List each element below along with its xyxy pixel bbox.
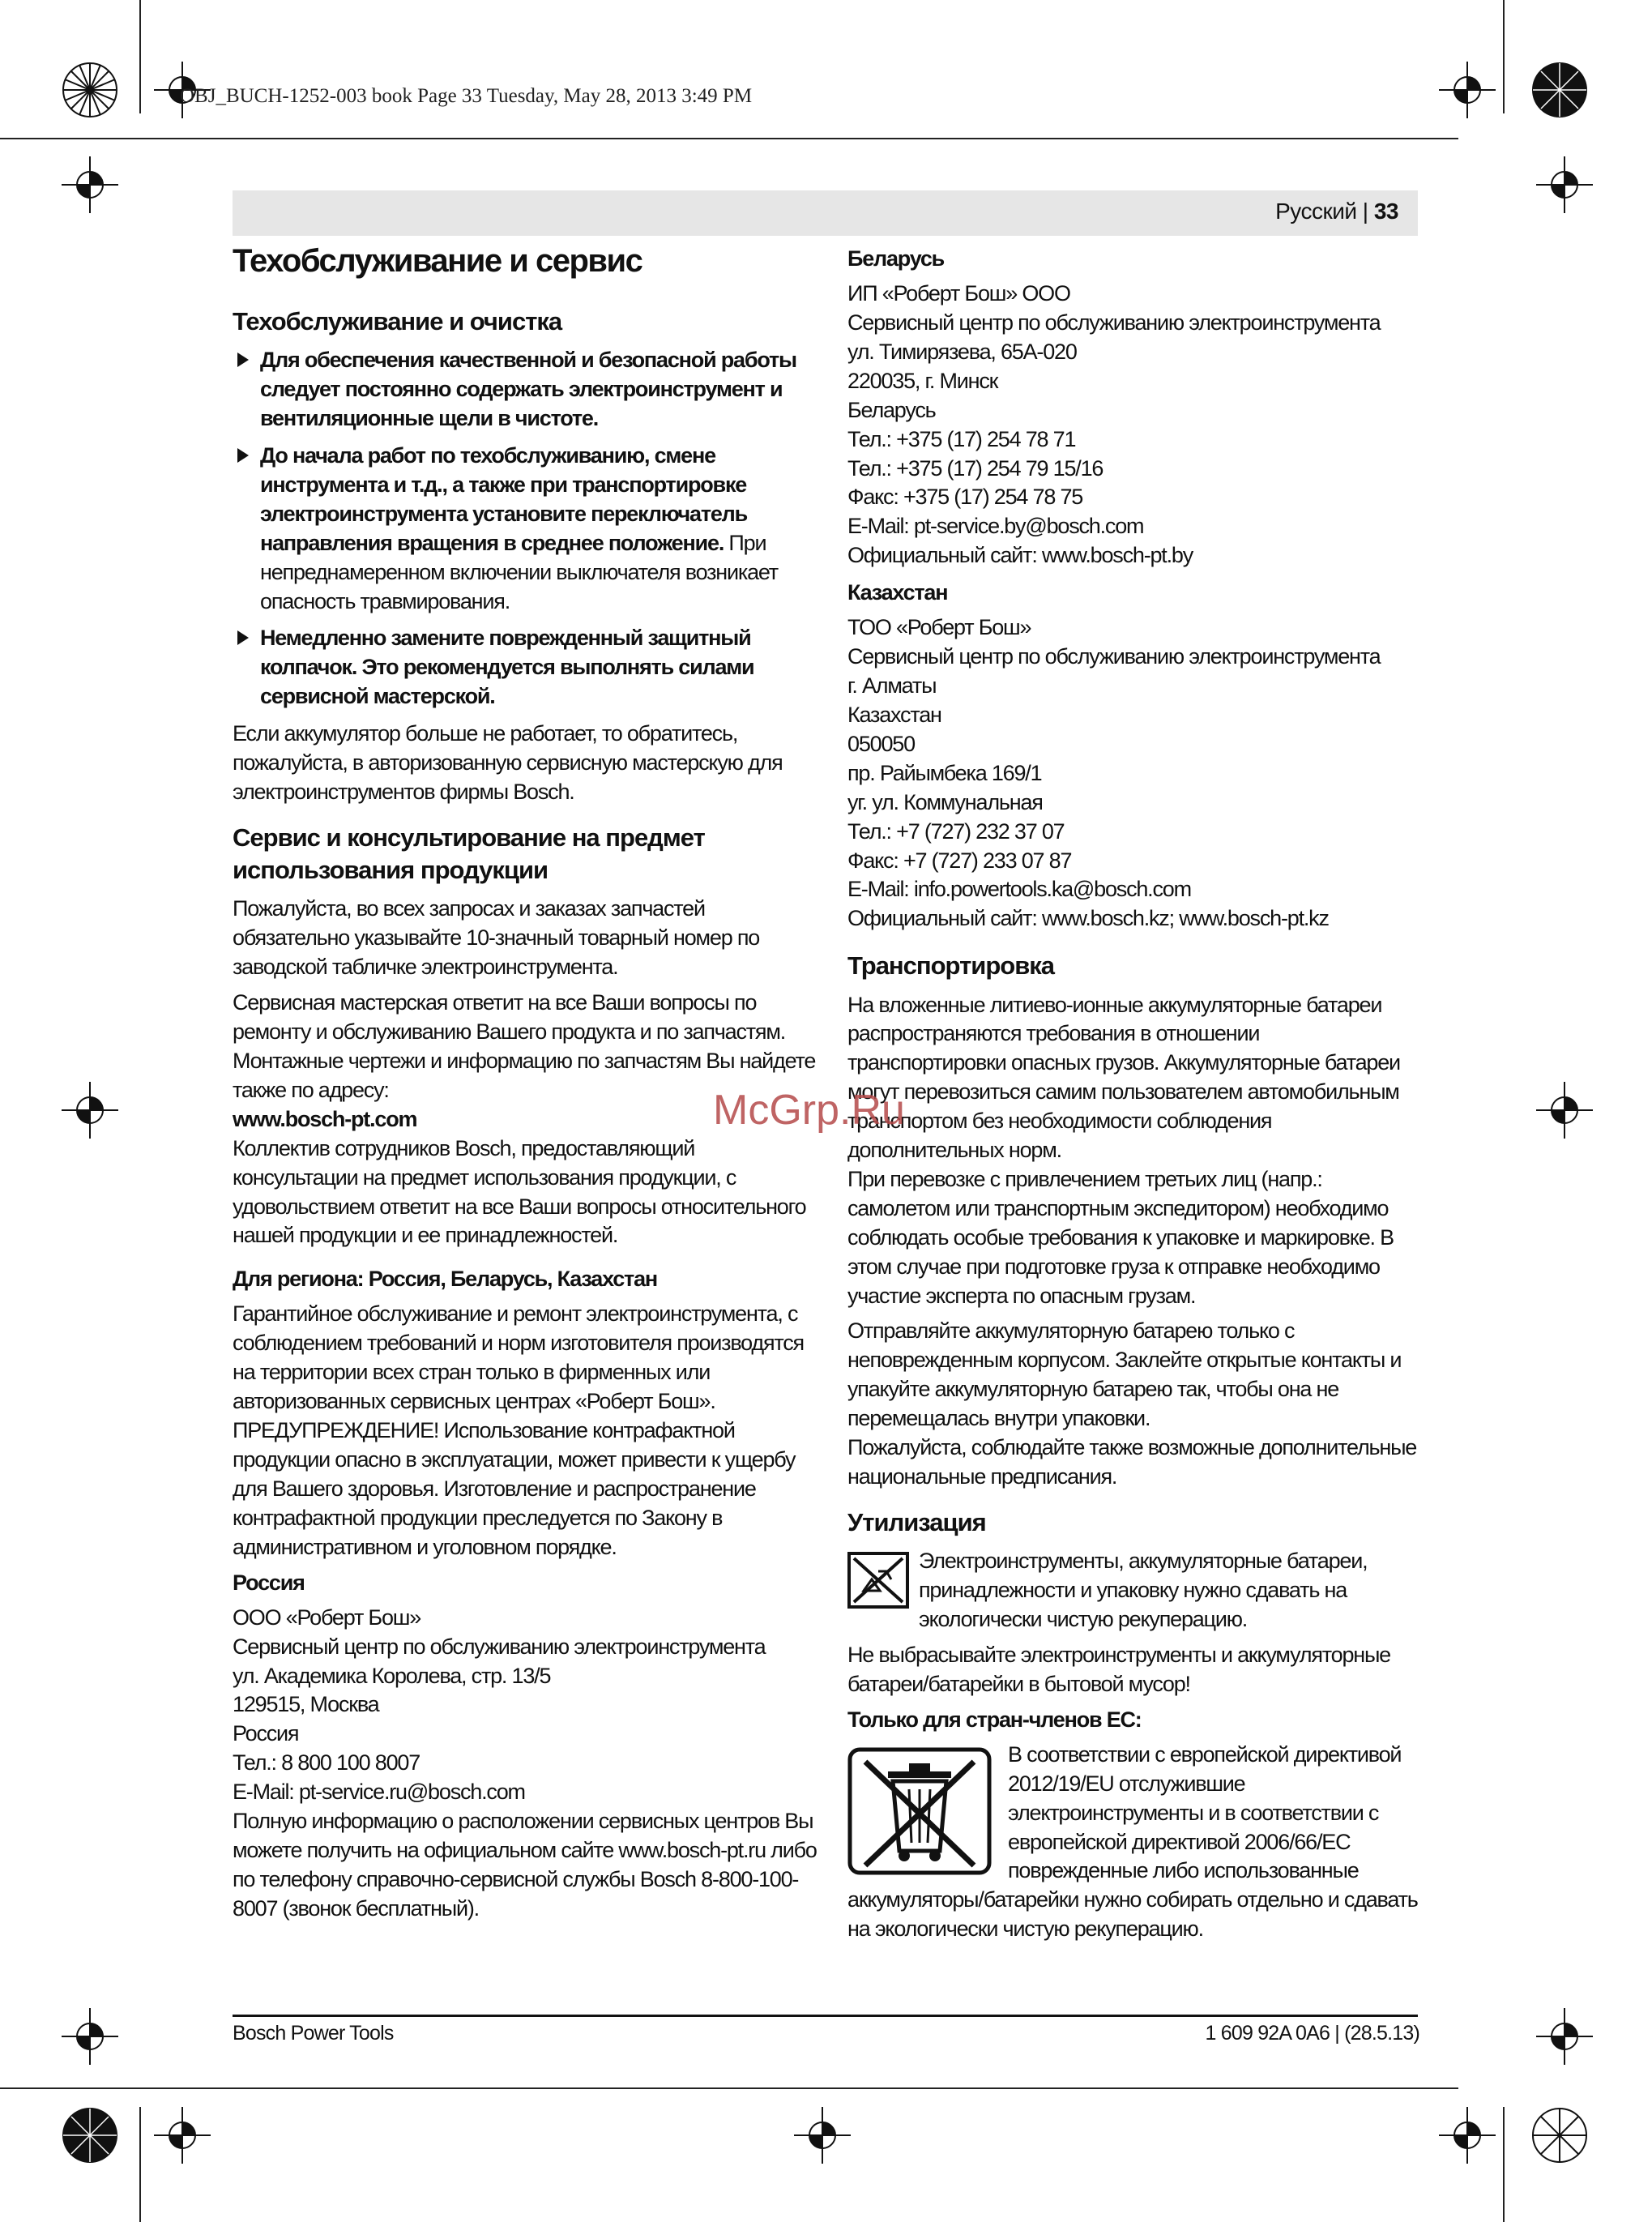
address-line: Факс: +375 (17) 254 78 75 <box>847 485 1083 510</box>
trim-line-right-top <box>1503 0 1505 113</box>
crossed-bin-icon <box>847 1747 992 1875</box>
address-line: ТОО «Роберт Бош» <box>847 615 1031 640</box>
warning-paragraph: ПРЕДУПРЕЖДЕНИЕ! Использование контрафактной продукции опасно в эксплуатации, может привести к ущербу для Вашего здоровья. Изготовление и распространение контрафактной продукции преследуется по Закону в административном и уголовном порядке. <box>233 1418 796 1559</box>
bullet-text-bold: До начала работ по техобслуживанию, смене инструмента и т.д., а также при транспортировке электроинструмента установите переключатель направления вращения в среднее положение. <box>260 443 748 555</box>
address-line: уг. ул. Коммунальная <box>847 789 1043 814</box>
address-line: E-Mail: info.powertools.ka@bosch.com <box>847 877 1191 902</box>
eu-heading: Только для стран-членов ЕС: <box>847 1707 1142 1732</box>
paragraph: Пожалуйста, во всех запросах и заказах запчастей обязательно указывайте 10-значный товарный номер по заводской табличке электроинструмента. <box>233 896 760 980</box>
eu-disposal-row <box>847 1741 1423 1944</box>
crosshair-mark-icon <box>1439 2107 1496 2164</box>
service-url[interactable]: www.bosch-pt.com <box>233 1106 417 1131</box>
paragraph: Гарантийное обслуживание и ремонт электроинструмента, с соблюдением требований и норм изготовителя производятся на территории всех стран только в фирменных или авторизованных сервисных центрах «Роберт Бош». <box>233 1301 804 1414</box>
paragraph: Пожалуйста, соблюдайте также возможные дополнительные национальные предписания. <box>847 1435 1417 1489</box>
registration-mark-icon <box>62 62 118 118</box>
registration-mark-icon <box>1531 62 1588 118</box>
address-line: ул. Академика Королева, стр. 13/5 <box>233 1663 551 1688</box>
address-line: Тел.: +375 (17) 254 78 71 <box>847 426 1076 451</box>
russia-address <box>233 1604 824 1807</box>
registration-mark-icon <box>1531 2107 1588 2164</box>
address-line: ООО «Роберт Бош» <box>233 1605 421 1630</box>
triangle-bullet-icon <box>237 353 249 367</box>
address-line: Тел.: +375 (17) 254 79 15/16 <box>847 455 1103 481</box>
crosshair-mark-icon <box>154 2107 211 2164</box>
crosshair-mark-icon <box>1536 2008 1593 2065</box>
crosshair-mark-icon <box>1439 62 1496 118</box>
crosshair-mark-icon <box>1536 1082 1593 1139</box>
footer-doc-number: 1 609 92A 0A6 | (28.5.13) <box>1205 2022 1419 2045</box>
paragraph: На вложенные литиево-ионные аккумуляторные батареи распространяются требования в отношении транспортировки опасных грузов. Аккумуляторные батареи могут перевозиться самим пользователем автомобильным транспортом без необходимости соблюдения дополнительных норм. <box>847 992 1400 1163</box>
crosshair-mark-icon <box>62 156 118 213</box>
address-line: г. Алматы <box>847 673 937 699</box>
paragraph: Сервисная мастерская ответит на все Ваши вопросы по ремонту и обслуживанию Вашего продукта и по запчастям. Монтажные чертежи и информацию по запчастям Вы найдете также по адресу: <box>233 990 816 1102</box>
belarus-heading: Беларусь <box>847 246 945 271</box>
paragraph: Полную информацию о расположении сервисных центров Вы можете получить на официальном сайте www.bosch-pt.ru либо по телефону справочно-сервисной службы Bosch 8-800-100-8007 (звонок бесплатный). <box>233 1809 817 1921</box>
transport-heading: Транспортировка <box>847 951 1055 981</box>
address-line: Официальный сайт: www.bosch-pt.by <box>847 543 1193 568</box>
russia-heading: Россия <box>233 1570 305 1595</box>
paragraph: В соответствии с европейской директивой 2012/19/EU отслужившие электроинструменты и в соответствии с европейской директивой 2006/66/EC поврежденные либо использованные аккумуляторы/батарейки нужно собирать отдельно и сдавать на экологически чистую рекуперацию. <box>847 1741 1418 1942</box>
paragraph: Коллектив сотрудников Bosch, предоставляющий консультации на предмет использования продукции, с удовольствием ответит на все Ваши вопросы относительного нашей продукции и ее принадлежностей. <box>233 1135 806 1248</box>
page-number: 33 <box>1373 199 1398 224</box>
bullet-item <box>233 346 824 434</box>
paragraph: При перевозке с привлечением третьих лиц (напр.: самолетом или транспортным экспедитором) необходимо соблюдать особые требования к упаковке и маркировке. В этом случае при подготовке груза к отправке необходимо участие эксперта по опасным грузам. <box>847 1166 1394 1308</box>
region-heading: Для региона: Россия, Беларусь, Казахстан <box>233 1267 657 1292</box>
paragraph: Электроинструменты, аккумуляторные батареи, принадлежности и упаковку нужно сдавать на экологически чистую рекуперацию. <box>919 1549 1368 1632</box>
address-line: Россия <box>233 1721 299 1746</box>
address-line: ул. Тимирязева, 65А-020 <box>847 339 1077 364</box>
footer-rule <box>233 2015 1418 2017</box>
address-line: Тел.: 8 800 100 8007 <box>233 1750 420 1775</box>
trim-line-top <box>0 138 1458 139</box>
print-slug: OBJ_BUCH-1252-003 book Page 33 Tuesday, May 28, 2013 3:49 PM <box>180 85 753 107</box>
address-line: ИП «Роберт Бош» ООО <box>847 281 1070 306</box>
address-line: Официальный сайт: www.bosch.kz; www.bosch-pt.kz <box>847 906 1329 931</box>
header-language: Русский <box>1275 199 1357 224</box>
address-line: Сервисный центр по обслуживанию электроинструмента <box>847 644 1381 669</box>
bullet-text: Немедленно замените поврежденный защитный колпачок. Это рекомендуется выполнять силами сервисной мастерской. <box>260 626 754 709</box>
address-line: 220035, г. Минск <box>847 368 998 393</box>
crosshair-mark-icon <box>794 2107 851 2164</box>
bullet-text-normal: При непреднамеренном включении выключателя возникает опасность травмирования. <box>260 530 778 613</box>
bullet-text: Для обеспечения качественной и безопасной работы следует постоянно содержать электроинструмент и вентиляционные щели в чистоте. <box>260 348 796 431</box>
address-line: 050050 <box>847 731 915 756</box>
address-line: Тел.: +7 (727) 232 37 07 <box>847 818 1065 844</box>
kazakhstan-address <box>847 613 1423 934</box>
maintenance-heading: Техобслуживание и очистка <box>233 307 562 335</box>
address-line: 129515, Москва <box>233 1692 379 1717</box>
paragraph: Если аккумулятор больше не работает, то обратитесь, пожалуйста, в авторизованную сервисную мастерскую для электроинструментов фирмы Bosch. <box>233 721 783 804</box>
disposal-heading: Утилизация <box>847 1507 986 1536</box>
disposal-row <box>847 1547 1423 1634</box>
trim-line-left-bottom <box>139 2107 141 2222</box>
address-line: Сервисный центр по обслуживанию электроинструмента <box>847 310 1381 335</box>
trim-line-bottom <box>0 2087 1458 2089</box>
address-line: Казахстан <box>847 702 941 727</box>
bullet-item <box>233 624 824 711</box>
crosshair-mark-icon <box>1536 156 1593 213</box>
crosshair-mark-icon <box>62 1082 118 1139</box>
page-header <box>233 190 1418 236</box>
service-heading: Сервис и консультирование на предмет использования продукции <box>233 823 705 885</box>
section-title: Техобслуживание и сервис <box>233 243 642 279</box>
paragraph: Отправляйте аккумуляторную батарею только с неповрежденным корпусом. Заклейте открытые контакты и упакуйте аккумуляторную батарею так, чтобы она не перемещалась внутри упаковки. <box>847 1318 1402 1431</box>
trim-line-left-top <box>139 0 141 113</box>
crosshair-mark-icon <box>62 2008 118 2065</box>
triangle-bullet-icon <box>237 630 249 645</box>
address-line: E-Mail: pt-service.by@bosch.com <box>847 514 1144 539</box>
trim-line-right-bottom <box>1503 2107 1505 2222</box>
header-text <box>1275 199 1398 224</box>
right-column <box>847 245 1423 1951</box>
address-line: Сервисный центр по обслуживанию электроинструмента <box>233 1634 766 1659</box>
triangle-bullet-icon <box>237 448 249 463</box>
address-line: Факс: +7 (727) 233 07 87 <box>847 848 1072 873</box>
address-line: E-Mail: pt-service.ru@bosch.com <box>233 1780 525 1805</box>
belarus-address <box>847 280 1423 570</box>
watermark: McGrp.Ru <box>713 1087 905 1134</box>
footer-brand: Bosch Power Tools <box>233 2022 394 2045</box>
recycle-symbol-icon <box>847 1552 909 1609</box>
address-line: пр. Райымбека 169/1 <box>847 760 1042 785</box>
address-line: Беларусь <box>847 397 936 422</box>
kazakhstan-heading: Казахстан <box>847 580 948 605</box>
paragraph: Не выбрасывайте электроинструменты и аккумуляторные батареи/батарейки в бытовой мусор! <box>847 1642 1390 1696</box>
bullet-item <box>233 442 824 616</box>
registration-mark-icon <box>62 2107 118 2164</box>
header-separator: | <box>1356 199 1374 224</box>
